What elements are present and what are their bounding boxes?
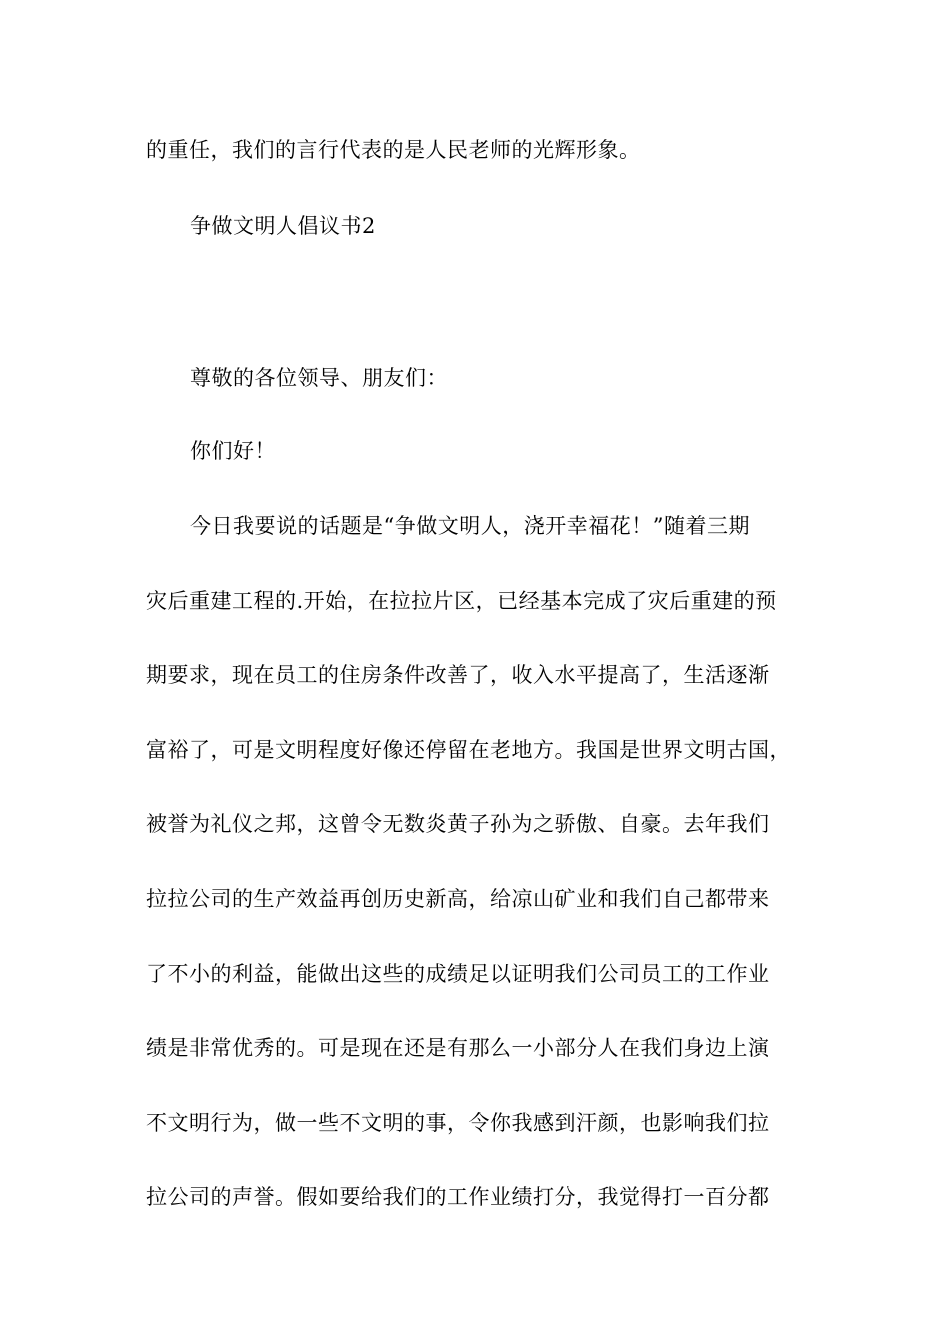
body-line: 被誉为礼仪之邦，这曾令无数炎黄子孙为之骄傲、自豪。去年我们 bbox=[146, 812, 770, 836]
salutation: 尊敬的各位领导、朋友们： bbox=[190, 366, 448, 390]
body-line: 富裕了，可是文明程度好像还停留在老地方。我国是世界文明古国， bbox=[146, 738, 791, 762]
section-title: 争做文明人倡议书2 bbox=[190, 214, 376, 238]
body-line: 今日我要说的话题是“争做文明人，浇开幸福花！”随着三期 bbox=[190, 514, 750, 538]
body-line: 不文明行为，做一些不文明的事，令你我感到汗颜，也影响我们拉 bbox=[146, 1111, 770, 1135]
continuation-line: 的重任，我们的言行代表的是人民老师的光辉形象。 bbox=[146, 138, 641, 162]
body-line: 了不小的利益，能做出这些的成绩足以证明我们公司员工的工作业 bbox=[146, 962, 770, 986]
body-line: 拉公司的声誉。假如要给我们的工作业绩打分，我觉得打一百分都 bbox=[146, 1185, 770, 1209]
body-line: 绩是非常优秀的。可是现在还是有那么一小部分人在我们身边上演 bbox=[146, 1036, 770, 1060]
body-line: 灾后重建工程的.开始，在拉拉片区，已经基本完成了灾后重建的预 bbox=[146, 589, 777, 613]
greeting: 你们好！ bbox=[190, 439, 276, 463]
body-line: 期要求，现在员工的住房条件改善了，收入水平提高了，生活逐渐 bbox=[146, 663, 770, 687]
body-line: 拉拉公司的生产效益再创历史新高，给凉山矿业和我们自己都带来 bbox=[146, 887, 770, 911]
